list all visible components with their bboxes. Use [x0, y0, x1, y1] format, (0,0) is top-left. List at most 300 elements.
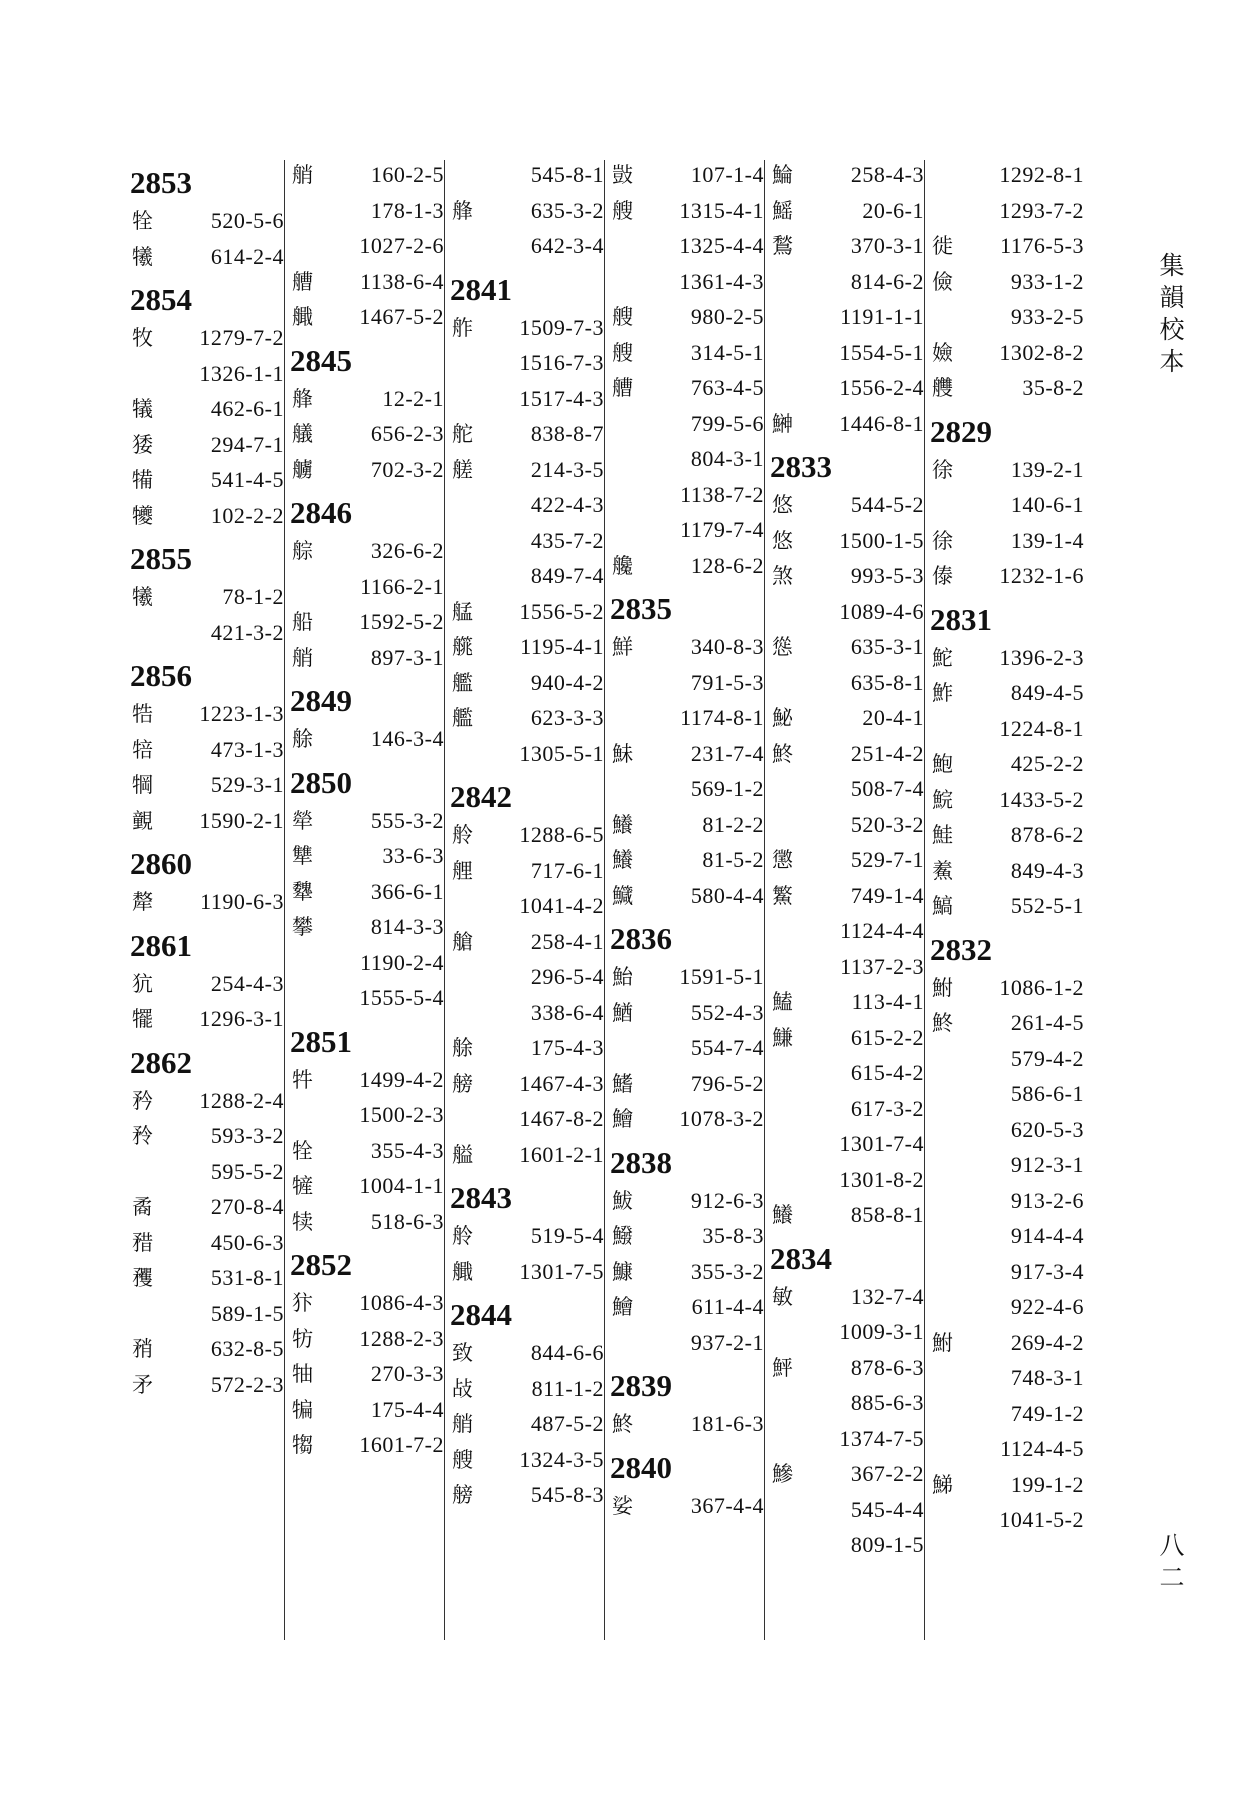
entry-reference: 749-1-4	[850, 882, 924, 908]
index-entry	[770, 845, 924, 875]
entry-reference: 338-6-4	[530, 999, 604, 1025]
entry-character: 䑸	[292, 539, 313, 563]
entry-reference: 529-7-1	[850, 847, 924, 872]
index-entry	[290, 912, 444, 942]
entry-reference: 367-2-2	[850, 1461, 924, 1486]
index-entry	[130, 1263, 284, 1293]
index-entry	[130, 770, 284, 800]
entry-character: 犠	[132, 397, 153, 421]
entry-reference: 175-4-3	[530, 1035, 604, 1060]
entry-reference: 487-5-2	[530, 1411, 604, 1436]
entry-character: 鶖	[772, 234, 793, 258]
index-entry	[130, 1004, 284, 1034]
index-entry	[450, 856, 604, 886]
index-grid	[130, 160, 1090, 1660]
index-entry	[770, 1495, 924, 1525]
entry-reference: 1446-8-1	[839, 410, 924, 436]
index-entry	[770, 810, 924, 840]
index-entry	[450, 597, 604, 627]
entry-character: 傣	[932, 564, 953, 588]
radical-code-heading: 2853	[130, 165, 192, 200]
entry-character: 犧	[132, 585, 153, 609]
index-entry	[610, 1033, 764, 1063]
entry-reference: 261-4-5	[1010, 1010, 1084, 1035]
entry-reference: 1324-3-5	[519, 1446, 604, 1472]
entry-reference: 1326-1-1	[199, 360, 284, 386]
entry-reference: 849-4-3	[1010, 857, 1084, 883]
index-entry	[290, 724, 444, 754]
index-entry	[930, 1008, 1084, 1038]
entry-reference: 139-2-1	[1010, 456, 1084, 482]
index-entry	[930, 160, 1084, 190]
entry-character: 牷	[132, 209, 153, 233]
entry-reference: 1224-8-1	[999, 715, 1084, 741]
index-entry	[770, 1165, 924, 1195]
entry-character: 舲	[452, 1224, 473, 1248]
entry-reference: 20-4-1	[862, 705, 924, 730]
entry-reference: 1004-1-1	[359, 1173, 444, 1198]
index-entry	[770, 1317, 924, 1347]
index-entry	[290, 160, 444, 190]
entry-reference: 544-5-2	[850, 492, 924, 517]
entry-reference: 435-7-2	[530, 527, 604, 553]
index-entry	[770, 774, 924, 804]
entry-reference: 508-7-4	[850, 776, 924, 801]
index-entry	[130, 323, 284, 353]
index-entry	[610, 774, 764, 804]
index-entry	[770, 668, 924, 698]
index-entry	[610, 196, 764, 226]
index-entry	[930, 267, 1084, 297]
column-divider	[924, 160, 925, 1640]
entry-reference: 355-4-3	[370, 1137, 444, 1163]
entry-reference: 844-6-6	[530, 1340, 604, 1365]
index-entry	[130, 1228, 284, 1258]
entry-reference: 1433-5-2	[999, 786, 1084, 812]
entry-character: 鱵	[612, 883, 633, 908]
entry-character: 犿	[292, 1291, 313, 1315]
index-entry	[610, 1186, 764, 1216]
index-entry	[930, 526, 1084, 556]
entry-reference: 254-4-3	[210, 970, 284, 996]
index-entry	[930, 714, 1084, 744]
entry-reference: 1301-7-5	[519, 1258, 604, 1284]
entry-character: 艅	[452, 1036, 473, 1060]
index-entry	[130, 206, 284, 236]
index-entry	[450, 313, 604, 343]
entry-reference: 1279-7-2	[199, 325, 284, 350]
radical-code-heading: 2843	[450, 1180, 512, 1215]
entry-reference: 913-2-6	[1010, 1187, 1084, 1213]
index-entry	[930, 643, 1084, 673]
index-entry	[770, 302, 924, 332]
entry-reference: 1176-5-3	[1000, 233, 1084, 258]
index-entry	[450, 632, 604, 662]
index-entry	[450, 1338, 604, 1368]
entry-reference: 366-6-1	[370, 878, 444, 904]
index-entry	[450, 739, 604, 769]
entry-reference: 1166-2-1	[360, 573, 444, 599]
entry-character: 鮮	[612, 635, 633, 659]
entry-reference: 579-4-2	[1010, 1045, 1084, 1071]
entry-character: 鰵	[772, 883, 793, 908]
entry-reference: 849-4-5	[1010, 680, 1084, 705]
entry-reference: 113-4-1	[851, 989, 924, 1014]
entry-reference: 1078-3-2	[679, 1106, 764, 1131]
entry-reference: 1302-8-2	[999, 339, 1084, 365]
entry-reference: 1325-4-4	[679, 233, 764, 258]
entry-character: 艖	[452, 457, 473, 482]
entry-character: 鮇	[612, 741, 633, 766]
entry-character: 徙	[932, 234, 953, 258]
index-entry	[770, 1200, 924, 1230]
radical-code-heading: 2860	[130, 846, 192, 881]
index-entry	[770, 1530, 924, 1560]
entry-reference: 554-7-4	[690, 1035, 764, 1060]
index-entry	[130, 699, 284, 729]
index-entry	[290, 1207, 444, 1237]
entry-reference: 529-3-1	[210, 772, 284, 797]
index-entry	[770, 739, 924, 769]
entry-character: 悠	[772, 528, 793, 553]
entry-character: 鰺	[772, 1462, 793, 1486]
index-entry	[450, 1257, 604, 1287]
column-divider	[444, 160, 445, 1640]
index-entry	[930, 196, 1084, 226]
entry-reference: 1232-1-6	[999, 563, 1084, 588]
index-entry	[610, 231, 764, 261]
entry-reference: 617-3-2	[850, 1095, 924, 1121]
entry-character: 鮒	[932, 1330, 953, 1355]
entry-character: 艂	[452, 198, 473, 223]
entry-character: 牷	[292, 1138, 313, 1163]
index-entry	[610, 1491, 764, 1521]
entry-reference: 635-3-2	[530, 197, 604, 223]
index-entry	[610, 1221, 764, 1251]
entry-character: 犖	[292, 808, 313, 833]
index-entry	[290, 841, 444, 871]
entry-character: 矛	[132, 1372, 153, 1397]
entry-reference: 1467-8-2	[519, 1106, 604, 1131]
radical-code-heading: 2832	[930, 931, 992, 967]
entry-reference: 326-6-2	[370, 538, 444, 563]
index-entry	[290, 419, 444, 449]
entry-reference: 258-4-3	[850, 162, 924, 187]
entry-character: 鰌	[612, 1000, 633, 1025]
index-entry	[450, 455, 604, 485]
index-entry	[610, 373, 764, 403]
entry-reference: 199-1-2	[1010, 1471, 1084, 1497]
index-entry	[450, 348, 604, 378]
entry-reference: 912-6-3	[690, 1187, 764, 1213]
radical-code-heading: 2842	[450, 779, 512, 814]
radical-code-heading: 2841	[450, 271, 512, 307]
entry-reference: 1361-4-3	[679, 268, 764, 294]
entry-character: 艙	[452, 929, 473, 954]
index-entry	[930, 1292, 1084, 1322]
index-entry	[450, 1069, 604, 1099]
index-entry	[450, 160, 604, 190]
index-entry	[610, 444, 764, 474]
index-entry	[770, 597, 924, 627]
index-entry	[770, 1129, 924, 1159]
index-entry	[770, 526, 924, 556]
index-entry	[290, 1430, 444, 1460]
index-entry	[130, 1192, 284, 1222]
entry-reference: 175-4-4	[370, 1396, 444, 1422]
entry-character: 艄	[452, 1412, 473, 1436]
index-entry	[770, 373, 924, 403]
entry-character: 艘	[452, 1447, 473, 1472]
index-entry	[930, 1399, 1084, 1429]
entry-reference: 814-3-3	[370, 914, 444, 939]
index-entry	[130, 1299, 284, 1329]
entry-character: 鱶	[772, 1203, 793, 1227]
entry-character: 艕	[452, 1071, 473, 1096]
radical-code-heading: 2845	[290, 342, 352, 378]
entry-character: 牿	[132, 702, 153, 726]
book-title-char: 本	[1159, 347, 1185, 376]
index-entry	[290, 455, 444, 485]
index-entry	[290, 1324, 444, 1354]
entry-reference: 35-8-2	[1022, 375, 1084, 400]
entry-reference: 809-1-5	[850, 1532, 924, 1557]
entry-reference: 1315-4-1	[679, 197, 764, 223]
entry-character: 犺	[132, 971, 153, 996]
index-entry	[130, 501, 284, 531]
entry-character: 徐	[932, 528, 953, 553]
entry-reference: 1190-2-4	[360, 949, 444, 975]
index-entry	[930, 302, 1084, 332]
entry-reference: 917-3-4	[1010, 1258, 1084, 1284]
entry-reference: 1288-2-3	[359, 1325, 444, 1351]
entry-character: 犛	[132, 890, 153, 914]
entry-character: 鮭	[932, 823, 953, 847]
entry-reference: 623-3-3	[530, 705, 604, 730]
index-entry	[930, 1150, 1084, 1180]
index-entry	[610, 1292, 764, 1322]
entry-reference: 1396-2-3	[999, 644, 1084, 670]
entry-character: 鱶	[612, 812, 633, 837]
index-entry	[770, 881, 924, 911]
entry-reference: 1041-5-2	[999, 1507, 1084, 1532]
entry-character: 艘	[612, 198, 633, 223]
index-entry	[130, 465, 284, 495]
entry-reference: 1288-2-4	[199, 1087, 284, 1113]
index-entry	[290, 384, 444, 414]
entry-reference: 635-3-1	[850, 634, 924, 659]
entry-character: 矠	[132, 1230, 153, 1255]
index-entry	[450, 891, 604, 921]
entry-character: 艅	[292, 727, 313, 751]
entry-character: 致	[452, 1341, 473, 1365]
entry-character: 艥	[292, 305, 313, 329]
column-divider	[764, 160, 765, 1640]
radical-code-heading: 2840	[610, 1449, 672, 1485]
entry-reference: 615-4-2	[850, 1060, 924, 1085]
index-entry	[130, 1086, 284, 1116]
entry-reference: 140-6-1	[1010, 492, 1084, 517]
entry-reference: 885-6-3	[850, 1390, 924, 1415]
index-entry	[130, 430, 284, 460]
index-entry	[290, 948, 444, 978]
entry-character: 犤	[132, 1007, 153, 1031]
entry-character: 鮗	[932, 1011, 953, 1035]
entry-character: 鮑	[932, 752, 953, 776]
index-entry	[770, 409, 924, 439]
entry-reference: 1137-2-3	[840, 953, 924, 979]
entry-reference: 81-5-2	[702, 847, 764, 872]
entry-reference: 552-5-1	[1010, 893, 1084, 918]
entry-reference: 1301-8-2	[839, 1166, 924, 1192]
index-entry	[290, 1171, 444, 1201]
index-entry	[770, 231, 924, 261]
entry-reference: 912-3-1	[1010, 1152, 1084, 1177]
entry-character: 㹻	[132, 432, 153, 457]
entry-character: 攀	[292, 915, 313, 939]
index-entry	[130, 1121, 284, 1151]
entry-character: 犧	[132, 244, 153, 269]
radical-code-heading: 2846	[290, 495, 352, 530]
index-entry	[130, 618, 284, 648]
index-entry	[930, 1470, 1084, 1500]
index-entry	[130, 806, 284, 836]
entry-character: 鱶	[612, 848, 633, 872]
entry-reference: 519-5-4	[530, 1223, 604, 1248]
entry-character: 犕	[132, 468, 153, 492]
index-entry	[610, 302, 764, 332]
entry-reference: 422-4-3	[530, 492, 604, 517]
index-entry	[290, 643, 444, 673]
entry-character: 鰝	[932, 894, 953, 918]
index-entry	[770, 1459, 924, 1489]
entry-reference: 632-8-5	[210, 1336, 284, 1361]
entry-reference: 569-1-2	[690, 776, 764, 801]
entry-reference: 1517-4-3	[519, 385, 604, 411]
entry-character: 懲	[772, 848, 793, 872]
radical-code-heading: 2835	[610, 591, 672, 626]
index-entry	[930, 1434, 1084, 1464]
index-entry	[130, 582, 284, 612]
entry-character: 艄	[292, 645, 313, 670]
index-entry	[770, 632, 924, 662]
entry-character: 㹌	[292, 1174, 313, 1198]
entry-character: 鰪	[772, 990, 793, 1014]
entry-reference: 748-3-1	[1010, 1365, 1084, 1390]
entry-character: 鰭	[612, 1071, 633, 1096]
entry-reference: 355-3-2	[690, 1258, 764, 1284]
entry-character: 牥	[292, 1326, 313, 1351]
index-entry	[450, 1374, 604, 1404]
entry-reference: 611-4-4	[691, 1294, 764, 1319]
index-column	[290, 160, 450, 1660]
entry-reference: 1509-7-3	[519, 314, 604, 340]
index-entry	[610, 480, 764, 510]
entry-character: 艄	[292, 163, 313, 187]
entry-reference: 128-6-2	[690, 552, 764, 578]
entry-character: 舵	[452, 422, 473, 446]
entry-reference: 791-5-3	[690, 669, 764, 695]
entry-character: 艗	[452, 1142, 473, 1167]
entry-reference: 1591-5-1	[679, 964, 764, 989]
entry-character: 鯩	[772, 163, 793, 187]
entry-reference: 1195-4-1	[520, 634, 604, 659]
index-column	[930, 160, 1090, 1660]
radical-code-heading: 2839	[610, 1368, 672, 1403]
index-entry	[610, 810, 764, 840]
index-entry	[290, 607, 444, 637]
index-entry	[610, 551, 764, 581]
entry-character: 艂	[292, 386, 313, 411]
entry-character: 艭	[932, 376, 953, 400]
index-entry	[610, 515, 764, 545]
entry-reference: 572-2-3	[210, 1371, 284, 1397]
entry-reference: 1124-4-4	[840, 918, 924, 943]
entry-reference: 933-1-2	[1010, 268, 1084, 294]
index-entry	[130, 735, 284, 765]
entry-character: 鱍	[612, 1224, 633, 1248]
entry-character: 牧	[132, 326, 153, 350]
index-entry	[450, 561, 604, 591]
index-entry	[450, 1221, 604, 1251]
entry-character: 矞	[132, 1195, 153, 1219]
index-entry	[130, 359, 284, 389]
entry-reference: 139-1-4	[1010, 527, 1084, 553]
entry-character: 艚	[612, 376, 633, 400]
entry-reference: 367-4-4	[690, 1492, 764, 1518]
entry-reference: 160-2-5	[370, 162, 444, 187]
index-entry	[610, 1328, 764, 1358]
entry-character: 慫	[772, 635, 793, 659]
entry-reference: 614-2-4	[210, 243, 284, 269]
index-entry	[290, 1065, 444, 1095]
entry-character: 矜	[132, 1088, 153, 1113]
index-entry	[290, 806, 444, 836]
entry-reference: 1301-7-4	[839, 1131, 924, 1156]
entry-reference: 799-5-6	[690, 410, 764, 436]
entry-reference: 1191-1-1	[840, 304, 924, 329]
index-entry	[770, 561, 924, 591]
radical-code-heading: 2855	[130, 541, 192, 576]
entry-reference: 214-3-5	[530, 456, 604, 482]
entry-reference: 1179-7-4	[680, 517, 764, 542]
entry-reference: 12-2-1	[382, 385, 444, 411]
entry-reference: 702-3-2	[370, 456, 444, 482]
entry-reference: 878-6-3	[850, 1354, 924, 1380]
entry-reference: 1516-7-3	[519, 350, 604, 375]
index-column	[610, 160, 770, 1660]
entry-reference: 804-3-1	[690, 446, 764, 471]
index-entry	[450, 1140, 604, 1170]
index-entry	[770, 160, 924, 190]
entry-reference: 1292-8-1	[999, 162, 1084, 187]
entry-reference: 1590-2-1	[199, 807, 284, 833]
entry-character: 艤	[292, 422, 313, 446]
index-entry	[610, 703, 764, 733]
index-entry	[930, 785, 1084, 815]
entry-reference: 35-8-3	[702, 1223, 764, 1248]
book-title-char: 集	[1159, 251, 1185, 280]
radical-code-heading: 2854	[130, 282, 192, 317]
column-divider	[284, 160, 285, 1640]
index-column	[770, 160, 930, 1660]
index-entry	[770, 1353, 924, 1383]
index-entry	[610, 739, 764, 769]
entry-reference: 749-1-2	[1010, 1400, 1084, 1426]
index-entry	[610, 845, 764, 875]
entry-reference: 586-6-1	[1010, 1081, 1084, 1106]
book-title-vertical	[1152, 250, 1192, 378]
